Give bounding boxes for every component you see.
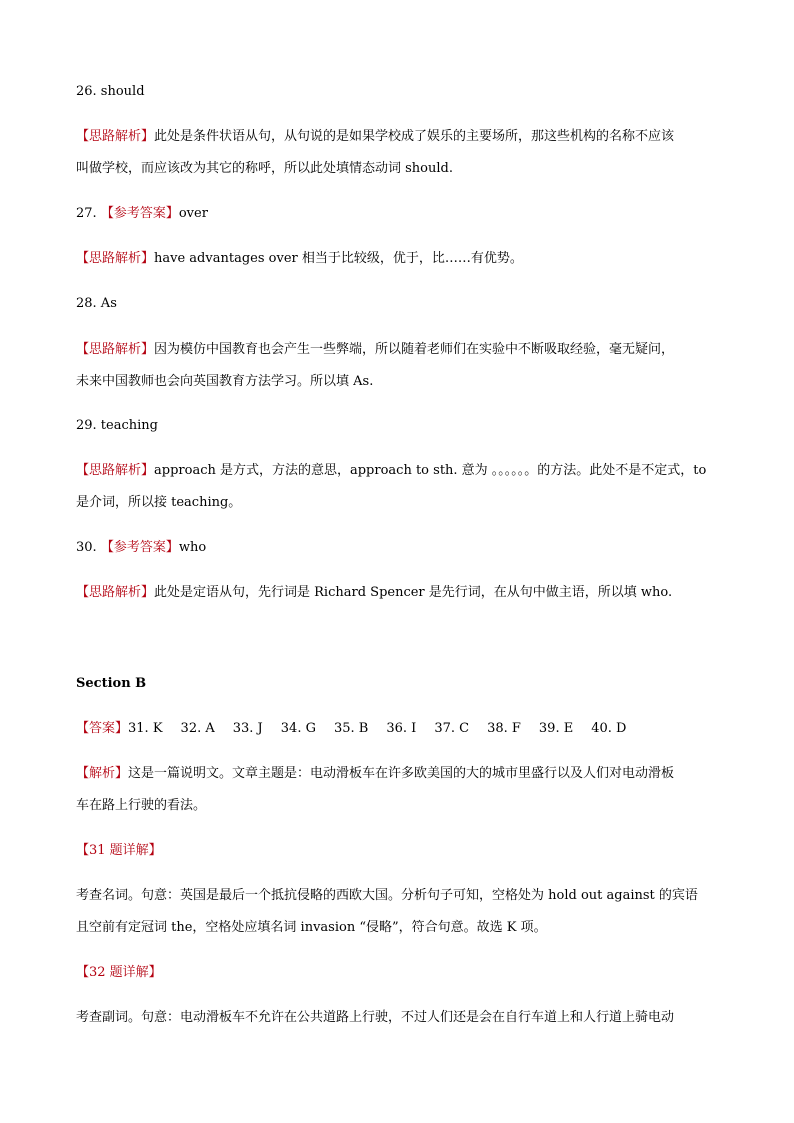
q26-heading: 26. should [76,84,145,99]
answer-item: 32. A [180,721,215,736]
q29-analysis-line2: 是介词，所以接 teaching。 [76,495,242,510]
answer-item: 35. B [333,721,369,736]
answer-item: 38. F [487,721,521,736]
analysis-tag: 【解析】 [76,766,129,781]
answer-item: 36. I [386,721,417,736]
q30-analysis-line1 [76,585,672,601]
section-b-answers [76,721,644,737]
q29-heading: 29. teaching [76,418,158,433]
answer-text: over [178,206,208,221]
section-b-analysis-line2: 车在路上行驶的看法。 [76,798,207,813]
q26-analysis-line1 [76,129,674,145]
section-b-title: Section B [76,676,147,691]
q31-detail-line2: 且空前有定冠词 the，空格处应填名词 invasion “侵略”，符合句意。故选 K 项。 [76,920,547,935]
analysis-tag: 【思路解析】 [76,342,155,357]
q28-heading: 28. As [76,296,117,311]
answer-item: 33. J [232,721,263,736]
q28-analysis-line1 [76,342,674,358]
q32-detail-line1: 考查副词。句意：电动滑板车不允许在公共道路上行驶，不过人们还是会在自行车道上和人行道上骑电动 [76,1010,675,1025]
q32-detail-title: 【32 题详解】 [76,965,162,980]
analysis-tag: 【思路解析】 [76,251,155,266]
q31-detail-line1: 考查名词。句意：英国是最后一个抵抗侵略的西欧大国。分析句子可知，空格处为 hold out against 的宾语 [76,888,698,903]
analysis-tag: 【思路解析】 [76,129,155,144]
q30-heading [76,540,206,556]
answer-item: 39. E [538,721,574,736]
analysis-tag: 【思路解析】 [76,585,155,600]
question-number: 27. [76,206,101,221]
answer-item: 40. D [591,721,627,736]
q27-heading [76,206,208,222]
answer-item: 31. K [128,721,163,736]
section-b-analysis-line1 [76,766,674,782]
analysis-tag: 【思路解析】 [76,463,155,478]
answer-item: 37. C [434,721,470,736]
analysis-text: 此处是条件状语从句，从句说的是如果学校成了娱乐的主要场所，那这些机构的名称不应该 [154,129,675,144]
answer-tag: 【参考答案】 [100,206,179,221]
q31-detail-title: 【31 题详解】 [76,843,162,858]
q28-analysis-line2: 未来中国教师也会向英国教育方法学习。所以填 As. [76,374,374,389]
q29-analysis-line1 [76,463,706,479]
answer-tag: 【参考答案】 [100,540,179,555]
analysis-text: 此处是定语从句，先行词是 Richard Spencer 是先行词，在从句中做主语，所以填 who. [154,585,673,600]
analysis-text: have advantages over 相当于比较级，优于，比……有优势。 [154,251,523,266]
answer-item: 34. G [280,721,316,736]
question-number: 30. [76,540,101,555]
answer-text: who [178,540,207,555]
q27-analysis-line1 [76,251,523,267]
analysis-text: 这是一篇说明文。文章主题是：电动滑板车在许多欧美国的大的城市里盛行以及人们对电动滑板 [128,766,675,781]
answer-tag: 【答案】 [76,721,129,736]
analysis-text: approach 是方式，方法的意思，approach to sth. 意为 。。。。。。的方法。此处不是不定式，to [154,463,707,478]
q26-analysis-line2: 叫做学校，而应该改为其它的称呼，所以此处填情态动词 should. [76,161,453,176]
analysis-text: 因为模仿中国教育也会产生一些弊端，所以随着老师们在实验中不断吸取经验，毫无疑问， [154,342,675,357]
